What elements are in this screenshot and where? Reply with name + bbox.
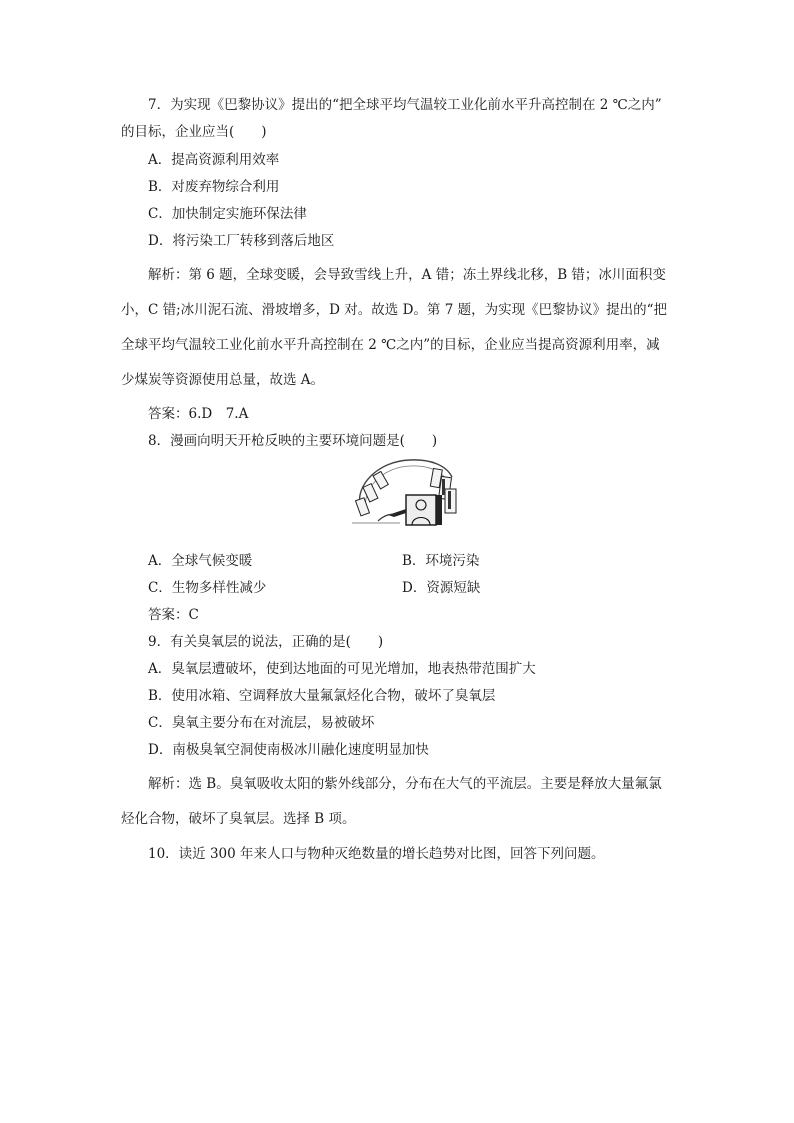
- q7-option-c: C．加快制定实施环保法律: [148, 206, 307, 222]
- q10-stem: 10．读近 300 年来人口与物种灭绝数量的增长趋势对比图，回答下列问题。: [148, 846, 605, 862]
- q8-option-c: C．生物多样性减少: [148, 580, 267, 596]
- q7-option-b: B．对废弃物综合利用: [148, 179, 280, 195]
- q7-option-a: A．提高资源利用效率: [148, 152, 280, 168]
- explanation67-line4: 少煤炭等资源使用总量，故选 A。: [121, 372, 325, 388]
- q7-option-d: D．将污染工厂转移到落后地区: [148, 233, 335, 249]
- q9-explanation-line1: 解析：选 B。臭氧吸收太阳的紫外线部分，分布在大气的平流层。主要是释放大量氟氯: [148, 776, 662, 792]
- answer67: 答案：6.D 7.A: [148, 406, 249, 422]
- q8-option-d: D．资源短缺: [402, 580, 481, 596]
- q9-explanation-line2: 烃化合物，破坏了臭氧层。选择 B 项。: [121, 811, 356, 827]
- q9-stem: 9．有关臭氧层的说法，正确的是( ): [148, 634, 384, 650]
- explanation67-line1: 解析：第 6 题，全球变暖，会导致雪线上升，A 错；冻土界线北移，B 错；冰川面积变: [148, 267, 666, 283]
- q8-answer: 答案：C: [148, 607, 199, 623]
- q7-stem-line1: 7．为实现《巴黎协议》提出的“把全球平均气温较工业化前水平升高控制在 2 ℃之内”: [148, 97, 662, 113]
- explanation67-line2: 小，C 错;冰川泥石流、滑坡增多，D 对。故选 D。第 7 题，为实现《巴黎协议》提出的“把: [121, 302, 667, 318]
- q7-stem-line2: 的目标，企业应当( ): [121, 124, 267, 140]
- q8-option-a: A．全球气候变暖: [148, 553, 253, 569]
- q9-option-b: B．使用冰箱、空调释放大量氟氯烃化合物，破坏了臭氧层: [148, 688, 496, 704]
- q8-stem: 8．漫画向明天开枪反映的主要环境问题是( ): [148, 433, 438, 449]
- q9-option-a: A．臭氧层遭破坏，使到达地面的可见光增加，地表热带范围扩大: [148, 661, 536, 677]
- q8-option-b: B．环境污染: [402, 553, 480, 569]
- q9-option-c: C．臭氧主要分布在对流层，易被破坏: [148, 715, 375, 731]
- q9-option-d: D．南极臭氧空洞使南极冰川融化速度明显加快: [148, 742, 429, 758]
- explanation67-line3: 全球平均气温较工业化前水平升高控制在 2 ℃之内”的目标，企业应当提高资源利用率，减: [121, 337, 660, 353]
- cartoon-image: [348, 455, 466, 527]
